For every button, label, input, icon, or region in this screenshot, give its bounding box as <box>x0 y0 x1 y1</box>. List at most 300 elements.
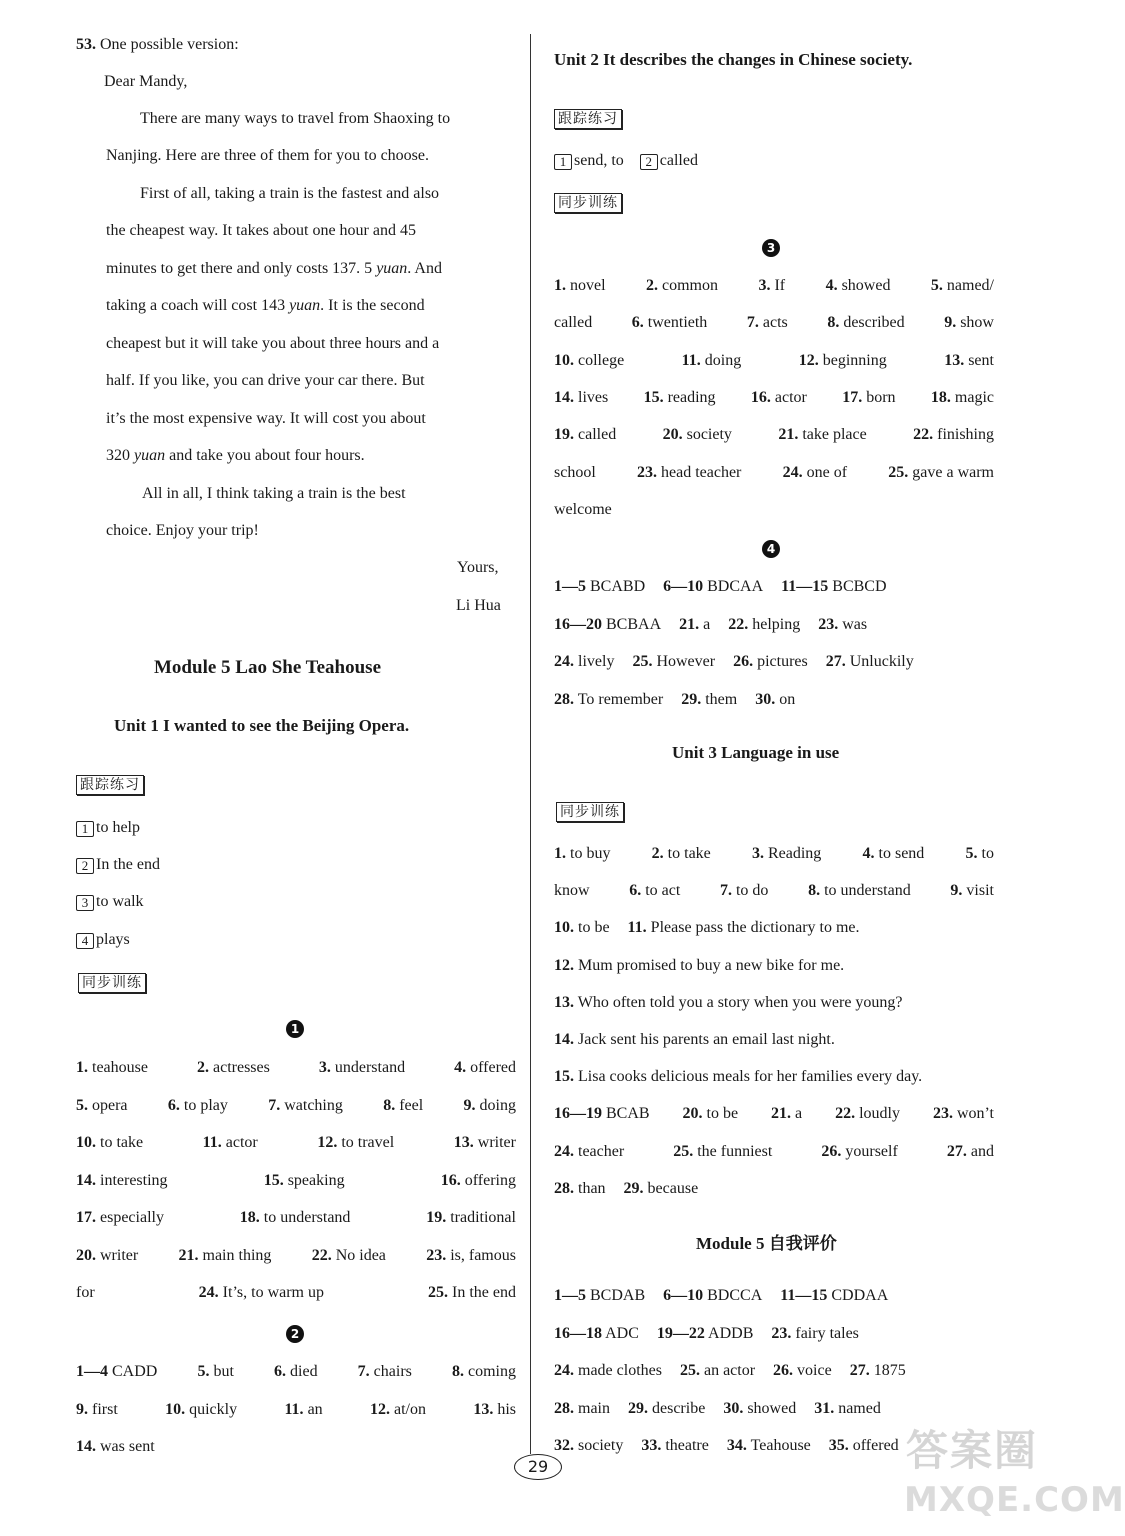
answer-number: 4. <box>862 845 875 862</box>
answer-number: 23. <box>932 1105 953 1123</box>
answer-item <box>554 616 661 633</box>
tracking-tag: 跟踪练习 <box>554 109 622 129</box>
answer-text: loudly <box>859 1105 900 1123</box>
essay-line: half. If you like, you can drive your car there. But <box>106 372 425 389</box>
column-divider <box>530 34 531 1454</box>
answer-line <box>554 652 914 672</box>
answer-number: 2. <box>646 277 658 294</box>
answer-text: Reading <box>767 845 822 862</box>
answer-item <box>76 1246 138 1266</box>
answer-text: Teahouse <box>750 1437 811 1454</box>
answer-text: born <box>866 388 896 406</box>
answer-item <box>554 1068 922 1085</box>
answer-item <box>554 1031 835 1048</box>
answer-item <box>829 1437 899 1454</box>
answer-item <box>835 1104 900 1124</box>
answer-number: 14. <box>554 388 574 406</box>
answer-text: coming <box>467 1363 516 1380</box>
answer-number: 1—4 <box>76 1363 108 1380</box>
answer-number: 17. <box>842 388 863 406</box>
answer-number: 8. <box>383 1096 396 1114</box>
answer-text: BDCAA <box>707 578 764 595</box>
answer-item <box>284 1400 322 1420</box>
answer-text: to be <box>578 919 610 937</box>
answer-line <box>554 1179 698 1199</box>
answer-number: 4. <box>454 1059 467 1076</box>
answer-line <box>76 1133 516 1153</box>
answer-line <box>76 1208 516 1228</box>
answer-item <box>199 1283 324 1303</box>
answer-text: to buy <box>570 845 611 862</box>
answer-text: It’s, to warm up <box>222 1284 324 1301</box>
answer-line <box>76 1058 516 1078</box>
answer-text: Lisa cooks delicious meals for her families every day. <box>578 1068 923 1086</box>
answer-number: 1. <box>554 845 566 862</box>
essay-line: All in all, I think taking a train is the best <box>142 485 406 502</box>
answer-text: showed <box>747 1399 797 1417</box>
answer-line <box>554 918 860 938</box>
answer-item <box>274 1362 318 1382</box>
answer-item <box>644 388 716 408</box>
answer-item <box>452 1362 516 1382</box>
answer-number: 29. <box>681 690 702 708</box>
answer-item <box>554 1325 639 1342</box>
answer-text: won’t <box>956 1105 994 1123</box>
answer-number: 29. <box>628 1399 648 1417</box>
answer-text: gave a warm <box>912 463 994 481</box>
answer-text: 1875 <box>873 1362 906 1379</box>
sync-tag: 同步训练 <box>556 802 624 822</box>
answer-text: a <box>795 1105 803 1123</box>
answer-number: 11. <box>284 1400 304 1418</box>
answer-text: yourself <box>845 1142 898 1160</box>
answer-text: society <box>686 426 732 444</box>
answer-number: 13. <box>944 351 965 369</box>
answer-item <box>799 351 887 371</box>
answer-item <box>821 1142 897 1162</box>
answer-text: novel <box>570 277 606 294</box>
answer-number: 10. <box>76 1134 96 1151</box>
answer-text: reading <box>667 388 716 406</box>
answer-number: 16. <box>750 388 771 406</box>
answer-number: 24. <box>554 1142 574 1160</box>
answer-item <box>808 881 911 901</box>
answer-text: is, famous <box>450 1246 516 1264</box>
answer-item <box>933 1104 994 1124</box>
section-4-icon: 4 <box>762 539 780 559</box>
answer-text: and <box>970 1142 994 1160</box>
answer-number: 9. <box>950 882 963 900</box>
answer-item <box>370 1400 426 1420</box>
answer-text: CDDAA <box>831 1287 889 1304</box>
answer-text: BDCCA <box>707 1287 763 1304</box>
answer-number: 31. <box>814 1399 835 1417</box>
answer-number: 1—5 <box>554 578 586 595</box>
essay-line: There are many ways to travel from Shaoxing to <box>140 110 451 127</box>
tracking-item: 4 plays <box>76 930 130 950</box>
answer-number: 24. <box>198 1284 219 1301</box>
answer-item <box>76 1208 164 1228</box>
sync-tag: 同步训练 <box>554 193 622 213</box>
answer-text: common <box>662 277 718 294</box>
essay-line: choice. Enjoy your trip! <box>106 522 259 539</box>
answer-text: a <box>703 615 711 633</box>
answer-text: to <box>981 845 994 862</box>
essay-line: it’s the most expensive way. It will cost you about <box>106 410 426 427</box>
answer-item <box>842 388 895 408</box>
answer-item <box>814 1400 881 1417</box>
answer-text: No idea <box>335 1246 386 1264</box>
answer-text: school <box>554 463 596 481</box>
answer-text: Unluckily <box>849 653 914 670</box>
answer-item <box>680 1362 755 1379</box>
answer-item <box>554 276 606 296</box>
answer-text: to send <box>878 845 925 862</box>
sync-tag: 同步训练 <box>78 973 146 993</box>
answer-number: 16—18 <box>554 1324 602 1342</box>
answer-line <box>554 1142 994 1162</box>
answer-item <box>426 1208 516 1228</box>
answer-item <box>646 276 718 296</box>
answer-item <box>428 1283 516 1303</box>
page-number: 29 <box>514 1454 562 1480</box>
answer-number: 14. <box>554 1031 574 1048</box>
answer-item <box>268 1096 343 1116</box>
answer-number: 12. <box>317 1134 338 1151</box>
answer-item <box>554 501 612 518</box>
answer-number: 14. <box>76 1438 96 1455</box>
answer-text: society <box>578 1437 624 1454</box>
answer-text: BCAB <box>606 1105 650 1123</box>
answer-line <box>554 881 994 901</box>
answer-number: 9. <box>76 1400 88 1418</box>
answer-item <box>673 1142 772 1162</box>
answer-text: BCABD <box>590 578 646 595</box>
answer-number: 28. <box>554 1179 574 1197</box>
answer-text: especially <box>100 1209 164 1226</box>
answer-text: However <box>656 653 716 670</box>
answer-item <box>76 1171 168 1191</box>
answer-number: 27. <box>825 653 846 670</box>
answer-item <box>826 276 891 296</box>
answer-item <box>554 919 610 936</box>
answer-number: 20. <box>662 426 683 444</box>
answer-number: 30. <box>755 690 776 708</box>
answer-number: 25. <box>679 1362 700 1379</box>
answer-item <box>850 1362 906 1379</box>
answer-number: 13. <box>554 993 574 1011</box>
answer-number: 6. <box>631 314 644 332</box>
answer-text: lively <box>578 653 615 670</box>
answer-text: offered <box>852 1437 899 1454</box>
answer-item <box>931 276 994 296</box>
answer-line <box>76 1437 155 1457</box>
answer-text: finishing <box>937 426 994 444</box>
answer-number: 23. <box>818 615 839 633</box>
answer-text: to travel <box>341 1134 395 1151</box>
answer-number: 11—15 <box>781 578 829 595</box>
answer-text: for <box>76 1284 95 1301</box>
answer-text: called <box>554 314 593 332</box>
answer-text: twentieth <box>647 314 708 332</box>
unit2-title: Unit 2 It describes the changes in Chinese society. <box>554 50 913 69</box>
essay-line: Nanjing. Here are three of them for you to choose. <box>106 147 429 164</box>
answer-line <box>554 500 612 520</box>
answer-item <box>826 653 914 670</box>
answer-item <box>554 463 596 483</box>
answer-text: BCBAA <box>606 615 662 633</box>
answer-text: to act <box>645 882 681 900</box>
answer-number: 15. <box>643 388 664 406</box>
answer-text: welcome <box>554 500 612 518</box>
answer-text: to understand <box>824 882 911 900</box>
answer-number: 6—10 <box>663 578 704 595</box>
answer-number: 18. <box>239 1209 260 1226</box>
answer-item <box>264 1171 345 1191</box>
answer-number: 13. <box>473 1400 494 1418</box>
answer-line <box>554 463 994 483</box>
answer-number: 7. <box>268 1096 281 1114</box>
answer-number: 9. <box>463 1096 476 1114</box>
answer-text: pictures <box>757 653 808 670</box>
answer-item <box>728 616 800 633</box>
answer-item <box>554 313 592 333</box>
answer-number: 3. <box>751 845 764 862</box>
answer-number: 28. <box>554 1399 574 1417</box>
answer-text: CADD <box>112 1363 158 1380</box>
essay-line: 320 yuan and take you about four hours. <box>106 447 365 464</box>
answer-text: teahouse <box>92 1059 148 1076</box>
answer-item <box>76 1438 155 1455</box>
answer-item <box>197 1362 233 1382</box>
answer-item <box>554 1180 606 1197</box>
answer-text: magic <box>954 388 994 406</box>
answer-number: 6. <box>629 882 642 900</box>
answer-item <box>944 313 994 333</box>
answer-text: writer <box>477 1134 516 1151</box>
answer-text: feel <box>399 1096 424 1114</box>
answer-item <box>554 351 624 371</box>
answer-line <box>554 1436 899 1456</box>
answer-text: actresses <box>213 1059 270 1076</box>
answer-text: fairy tales <box>795 1324 859 1342</box>
answer-line <box>554 313 994 333</box>
answer-line <box>554 956 844 976</box>
answer-item <box>681 691 737 708</box>
tracking-item: 3 to walk <box>76 892 144 912</box>
answer-text: helping <box>752 615 801 633</box>
answer-item <box>554 1287 645 1304</box>
answer-item <box>663 578 763 595</box>
answer-text: Please pass the dictionary to me. <box>650 919 860 937</box>
answer-number: 2. <box>651 845 664 862</box>
answer-number: 27. <box>946 1142 967 1160</box>
answer-text: interesting <box>100 1171 168 1189</box>
answer-line <box>554 388 994 408</box>
answer-text: an <box>307 1400 323 1418</box>
answer-item <box>755 691 795 708</box>
answer-number: 5. <box>197 1363 210 1380</box>
answer-number: 22. <box>913 426 934 444</box>
answer-item <box>723 1400 796 1417</box>
answer-number: 1. <box>554 277 566 294</box>
answer-number: 28. <box>554 690 574 708</box>
answer-number: 22. <box>835 1105 856 1123</box>
essay-line: cheapest but it will take you about three hours and a <box>106 335 440 352</box>
answer-number: 6. <box>274 1363 287 1380</box>
answer-item <box>319 1058 405 1078</box>
answer-item <box>720 881 768 901</box>
answer-line <box>554 615 867 635</box>
answer-text: Mum promised to buy a new bike for me. <box>578 956 845 974</box>
answer-text: died <box>290 1363 318 1380</box>
answer-line <box>76 1096 516 1116</box>
answer-text: visit <box>966 882 994 900</box>
answer-item <box>464 1096 516 1116</box>
answer-text: describe <box>652 1399 706 1417</box>
answer-number: 4. <box>825 277 838 294</box>
answer-number: 29. <box>623 1179 644 1197</box>
answer-item <box>554 1400 610 1417</box>
answer-item <box>663 1287 762 1304</box>
answer-item <box>554 1437 623 1454</box>
answer-text: named <box>838 1399 881 1417</box>
answer-text: made clothes <box>578 1362 662 1379</box>
answer-number: 21. <box>178 1246 199 1264</box>
answer-item <box>197 1058 270 1078</box>
answer-number: 8. <box>451 1363 464 1380</box>
answer-number: 24. <box>554 653 574 670</box>
answer-number: 6. <box>167 1096 180 1114</box>
tracking-tag: 跟踪练习 <box>76 775 144 795</box>
answer-text: voice <box>797 1362 832 1379</box>
essay-salutation: Dear Mandy, <box>104 73 188 90</box>
answer-number: 23. <box>637 463 657 481</box>
answer-text: described <box>843 314 905 332</box>
answer-item <box>554 881 590 901</box>
answer-text: ADDB <box>708 1324 754 1342</box>
answer-text: In the end <box>452 1284 516 1301</box>
answer-text: one of <box>806 463 848 481</box>
answer-text: acts <box>762 314 788 332</box>
answer-text: to understand <box>263 1209 351 1226</box>
unit3-title: Unit 3 Language in use <box>672 743 840 762</box>
answer-item <box>781 578 886 595</box>
answer-number: 20. <box>76 1246 96 1264</box>
answer-item <box>554 844 610 864</box>
answer-text: doing <box>479 1096 516 1114</box>
answer-item <box>641 1437 709 1454</box>
answer-text: lives <box>578 388 609 406</box>
answer-number: 8. <box>827 314 840 332</box>
answer-text: to take <box>667 845 711 862</box>
answer-text: main thing <box>202 1246 272 1264</box>
answer-number: 10. <box>554 351 574 369</box>
answer-number: 19. <box>426 1209 447 1226</box>
answer-text: his <box>497 1400 516 1418</box>
answer-text: head teacher <box>661 463 742 481</box>
answer-item <box>950 881 994 901</box>
answer-text: to be <box>706 1105 739 1123</box>
answer-item <box>624 1180 699 1197</box>
answer-line <box>554 1104 994 1124</box>
answer-item <box>554 1142 624 1162</box>
essay-line: minutes to get there and only costs 137. 5 yuan. And <box>106 260 442 277</box>
answer-number: 25. <box>888 463 909 481</box>
answer-line <box>554 1324 859 1344</box>
answer-number: 16. <box>440 1171 461 1189</box>
answer-item <box>554 578 645 595</box>
answer-number: 22. <box>311 1246 332 1264</box>
answer-item <box>727 1437 811 1454</box>
self-eval-title: Module 5 自我评价 <box>696 1234 837 1253</box>
essay-signature: Li Hua <box>456 597 501 614</box>
answer-number: 1. <box>76 1059 88 1076</box>
answer-number: 17. <box>76 1209 96 1226</box>
answer-text: take place <box>802 426 867 444</box>
essay-line: the cheapest way. It takes about one hour and 45 <box>106 222 416 239</box>
answer-number: 12. <box>798 351 819 369</box>
answer-number: 5. <box>965 845 978 862</box>
section-1-icon: 1 <box>286 1019 304 1039</box>
answer-text: because <box>647 1179 699 1197</box>
answer-number: 26. <box>733 653 754 670</box>
answer-number: 20. <box>682 1105 703 1123</box>
answer-line <box>76 1171 516 1191</box>
answer-number: 24. <box>554 1362 574 1379</box>
answer-item <box>663 425 732 445</box>
answer-number: 5. <box>76 1096 88 1114</box>
answer-item <box>773 1362 832 1379</box>
answer-item <box>473 1400 516 1420</box>
answer-number: 9. <box>944 314 957 332</box>
answer-number: 23. <box>426 1246 447 1264</box>
essay-heading: 53. One possible version: <box>76 36 239 53</box>
answer-text: on <box>779 690 796 708</box>
answer-number: 15. <box>263 1171 284 1189</box>
answer-number: 10. <box>554 919 574 937</box>
answer-number: 7. <box>357 1363 370 1380</box>
answer-item <box>554 388 608 408</box>
answer-item <box>783 463 847 483</box>
answer-number: 16—20 <box>554 615 602 633</box>
section-2-icon: 2 <box>286 1324 304 1344</box>
essay-line: First of all, taking a train is the fastest and also <box>140 185 440 202</box>
answer-number: 11. <box>627 919 647 937</box>
answer-item <box>240 1208 351 1228</box>
answer-item <box>733 653 808 670</box>
answer-item <box>632 653 715 670</box>
answer-text: know <box>554 882 590 900</box>
answer-line <box>554 1361 906 1381</box>
answer-item <box>454 1058 516 1078</box>
answer-number: 3. <box>318 1059 331 1076</box>
answer-item <box>679 616 710 633</box>
answer-item <box>76 1362 157 1382</box>
answer-number: 27. <box>849 1362 870 1379</box>
answer-text: teacher <box>578 1142 625 1160</box>
answer-item <box>947 1142 994 1162</box>
answer-text: Jack sent his parents an email last night. <box>578 1031 835 1048</box>
answer-text: was <box>842 615 868 633</box>
watermark-logo: 答案圈 MXQE.COM <box>904 1426 1125 1520</box>
module-title: Module 5 Lao She Teahouse <box>154 657 381 678</box>
answer-text: opera <box>92 1096 128 1114</box>
answer-item <box>913 425 994 445</box>
answer-item <box>426 1246 516 1266</box>
answer-number: 22. <box>728 615 749 633</box>
answer-item <box>657 1325 753 1342</box>
